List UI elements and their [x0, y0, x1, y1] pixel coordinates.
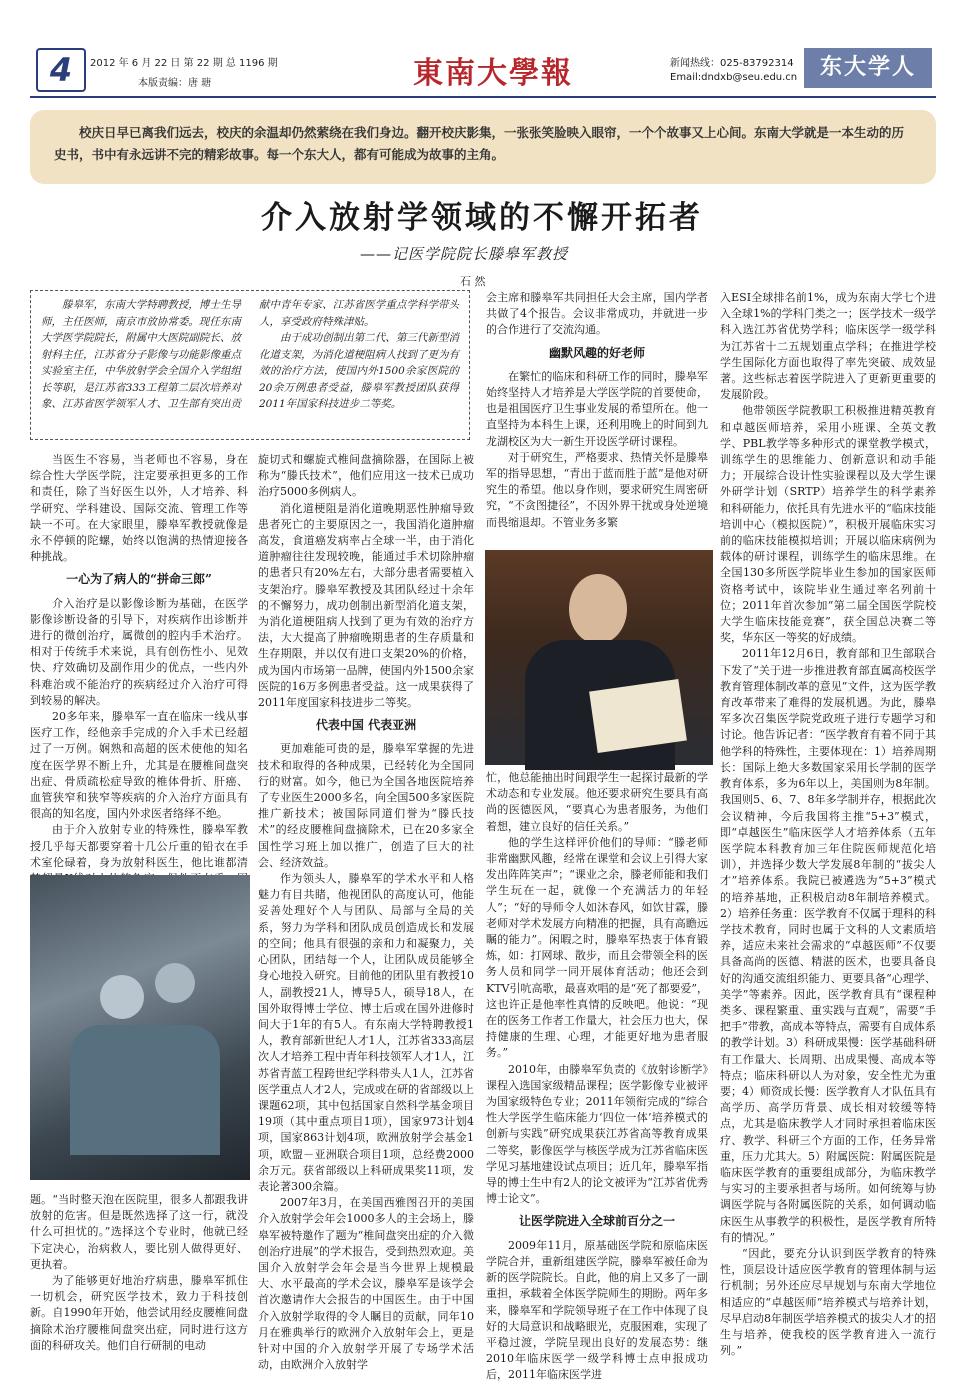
- column-1: [30, 452, 248, 870]
- news-hotline: 新闻热线：025-83792314: [670, 58, 794, 69]
- paragraph: 更加难能可贵的是，滕皋军掌握的先进技术和取得的各种成果，已经转化为全国同行的财富。如今，他已为全国各地医院培养了专业医生2000多名，向全国500多家医院推广新技术；被国际同道们誉为“滕氏技术”的经皮腰椎间盘摘除术，已在20多家全国性学习班上加以推广，创造了巨大的社会、经济效益。: [258, 742, 474, 869]
- subheadline: ——记医学院院长滕皋军教授: [360, 245, 569, 263]
- portrait-face: [569, 574, 627, 644]
- paragraph: 他的学生这样评价他们的导师：“滕老师非常幽默风趣，经常在课堂和会议上引得大家发出阵阵笑声”；“课业之余，滕老师能和我们学生玩在一起，就像一个充满活力的年轻人”；“好的导师令人如沐春风，如饮甘霖，滕老师对学术发展方向精准的把握，具有高瞻远瞩的能力”。闲暇之时，滕皋军热衷于体育锻炼，如：打网球、散步，而且会带领全科的医务人员和同学一同开展体育活动；他还会到KTV引吭高歌，最喜欢唱的是“死了都要爱”，这也许正是他率性真情的反映吧。他说：“现在的医务工作者工作量大，社会压力也大，保持健康的生理、心理，才能更好地为患者服务。”: [486, 835, 708, 1060]
- masthead: [28, 44, 936, 96]
- paragraph: 2011年12月6日，教育部和卫生部联合下发了“关于进一步推进教育部直属高校医学教育管理体制改革的意见”文件，这为医学教育改革带来了难得的发展机遇。为此，滕皋军多次召集医学院党政班子进行专题学习和讨论。他告诉记者：“医学教育有着不同于其他学科的特殊性，主要体现在：1）培养周期长：国际上绝大多数国家采用长学制的医学教育体系，多为6年以上，美国则为8年制。我国则5、6、7、8年多学制并存，根据此次会议精神，今后我国将主推“5+3”模式，即“卓越医生”临床医学人才培养体系（五年医学院本科教育加三年住院医师规范化培训），并选择少数大学发展8年制的“拔尖人才”培养体系。我院已被遴选为“5+3”模式的培养基地，正积极启动8年制培养模式。2）培养任务重：医学教育不仅属于理科的科学技术教育，同时也属于文科的人文素质培养，适应未来社会需求的“卓越医师”不仅要具备高尚的医德、精湛的医术，也要具备良好的沟通交流组织能力、更要具备“心理学、美学”等素养。因此，医学教育具有“课程种类多、课程繁重、重实践与直观”，需要“手把手”带教，高成本等特点，需要有自成体系的教学计划。3）科研成果慢：医学基础科研有工作量大、长周期、出成果慢、高成本等特点；临床科研以人为对象，安全性尤为重要；4）师资成长慢：医学教育人才队伍具有高学历、高学历背景、成长相对较缓等特点，尤其是临床教学人才同时承担着临床医疗、教学、科研三个方面的工作，任务异常重，压力尤其大。5）附属医院：附属医院是临床医学教育的重要组成部分，为临床教学与实习的主要承担者与场所。如何统筹与协调医学院与各附属医院的关系，如何调动临床医生从事教学的积极性，是医学教育所特有的情况。”: [720, 647, 936, 1244]
- paragraph: 在繁忙的临床和科研工作的同时，滕皋军始终坚持人才培养是大学医学院的首要使命，也是祖国医疗卫生事业发展的希望所在。他一直坚持为本科生上课，还利用晚上的时间到九龙湖校区为大一新生开设医学研讨课程。: [486, 369, 708, 448]
- paragraph: 会主席和滕皋军共同担任大会主席，国内学者共做了4个报告。会议非常成功，并就进一步的合作进行了交流沟通。: [486, 291, 708, 337]
- profile-box: [30, 290, 470, 440]
- column-3: [486, 290, 708, 545]
- paragraph: 消化道梗阻是消化道晚期恶性肿瘤导致患者死亡的主要原因之一，我国消化道肿瘤高发，食道癌发病率占全球一半，由于消化道肿瘤往往发现较晚，能通过手术切除肿瘤的患者只有20%左右，大部分患者需要植入支架治疗。滕皋军教授及其团队经过十余年的不懈努力，成功创制出新型消化道支架，为消化道梗阻病人找到了更为有效的治疗方法，大大提高了肿瘤晚期患者的生存质量和生存期限，并以仅有进口支架20%的价格，成为国内市场第一品牌，使国内外1500余家医院的16万多例患者受益。这一成果获得了2011年度国家科技进步二等奖。: [258, 501, 474, 710]
- masthead-rule: [30, 96, 936, 98]
- surgery-photo: [30, 875, 250, 1180]
- paragraph: 由于介入放射专业的特殊性，滕皋军教授几乎每天都要穿着十几公斤重的铅衣在手术室伦碌着，身为放射科医生，他比谁都清: [30, 823, 248, 869]
- surgeon-figure: [100, 975, 144, 1019]
- paragraph: 20多年来，滕皋军一直在临床一线从事医疗工作，经他亲手完成的介入手术已经超过了一万例。娴熟和高超的医术使他的知名度在医学界不断上升，尤其是在腰椎间盘突出症、骨质疏松症导致的椎体骨折、肝癌、血管狭窄和狭窄等疾病的介入治疗方面具有很高的知名度，国内外求医者络绎不绝。: [30, 710, 248, 821]
- section-heading: 代表中国 代表亚洲: [315, 718, 417, 733]
- byline: 石 然: [460, 275, 486, 288]
- column-3-bottom: [486, 770, 708, 1382]
- paragraph: 旋切式和螺旋式椎间盘摘除器，在国际上被称为“滕氏技术”，他们应用这一技术已成功治疗5000多例病人。: [258, 453, 474, 499]
- surgeon-figure: [155, 963, 195, 1003]
- paper-name-logo: 東南大學報: [413, 56, 573, 91]
- column-2: [258, 452, 474, 1372]
- section-heading: 幽默风趣的好老师: [548, 345, 645, 360]
- paragraph: 对于研究生，严格要求、热情关怀是滕皋军的指导思想，“青出于蓝而胜于蓝”是他对研究生的希望。他以身作则，要求研究生周密研究，“不贪图捷径”，不因外界干扰或身处逆境而畏缩退却。不管业务多繁: [486, 450, 708, 529]
- column-1-bottom: [30, 1192, 248, 1372]
- section-heading: 一心为了病人的“拼命三郎”: [66, 572, 212, 587]
- portrait-photo: [485, 550, 713, 765]
- paragraph: 当医生不容易，当老师也不容易，身在综合性大学医学院，注定要承担更多的工作和责任，除了当好医生以外，人才培养、科学研究、学科建设、国际交流、管理工作等缺一不可。在大家眼里，滕皋军教授就像是永不停顿的陀螺，始终以饱满的热情迎接各种挑战。: [30, 453, 248, 564]
- section-name: 东大学人: [804, 48, 932, 88]
- book-held: [589, 679, 687, 753]
- issue-info: 2012 年 6 月 22 日 第 22 期 总 1196 期: [90, 58, 278, 69]
- headline: 介入放射学领域的不懈开拓者: [261, 200, 703, 236]
- paragraph: 入ESI全球排名前1%，成为东南大学七个进入全球1%的学科门类之一；医学技术一级学科入选江苏省优势学科；临床医学一级学科为江苏省十二五规划重点学科；在推进学校学生国际化方面也取得了率先突破、成效显著。这些标志着医学院进入了更新更重要的发展阶段。: [720, 291, 936, 402]
- paragraph: 2010年，由滕皋军负责的《放射诊断学》课程入选国家级精品课程；医学影像专业被评为国家级特色专业；2011年领衔完成的“综合性大学医学生临床能力‘四位一体’培养模式的创新与实践”研究成果获江苏省高等教育成果二等奖，影像医学与核医学成为江苏省临床医学见习基地建设试点项目；近几年，滕皋军指导的博士生中有2人的论文被评为“江苏省优秀博士论文”。: [486, 1062, 708, 1206]
- editor-info: 本版责编：唐 瑭: [138, 78, 212, 89]
- paragraph: 他带领医学院教职工积极推进精英教育和卓越医师培养，采用小班课、全英文教学、PBL教学等多种形式的课堂教学模式，训练学生的思维能力、创新意识和动手能力；开展综合设计性实验课程以及大学生课外研学计划（SRTP）培养学生的科学素养和科研能力，依托具有先进水平的“临床技能培训中心（模拟医院）”，积极开展临床实习前的临床技能模拟培训；开展以临床病例为载体的研讨课程，训练学生的临床思维。在全国130多所医学院毕业生参加的国家医师资格考试中，该院毕业生通过率名列前十位；2011年首次参加“第二届全国医学院校大学生临床技能竞赛”，获全国总决赛二等奖，华东区一等奖的好成绩。: [720, 404, 936, 645]
- page-number: 4: [36, 48, 86, 92]
- section-heading: 让医学院进入全球前百分之一: [518, 1214, 675, 1229]
- paragraph: 为了能够更好地治疗病患，滕皋军抓住一切机会，研究医学技术，致力于科技创新。自1990年开始，他尝试用经皮腰椎间盘摘除术治疗腰椎间盘突出症，同时进行这方面的科研攻关。他们自行研制的电动: [30, 1274, 248, 1352]
- profile-paragraph: 由于成功创制出第二代、第三代新型消化道支架，为消化道梗阻病人找到了更为有效的治疗方法，使国内外1500余家医院的20余万例患者受益，滕皋军教授团队获得2011年国家科技进步二等奖。: [259, 332, 459, 410]
- paragraph: 介入治疗是以影像诊断为基础，在医学影像诊断设备的引导下，对疾病作出诊断并进行的微创治疗，属微创的腔内手术治疗。相对于传统手术来说，具有创伤性小、见效快、疗效确切及副作用少的优点，一些内外科难治或不能治疗的疾病经过介入治疗可得到较易的解决。: [30, 596, 248, 707]
- paragraph: 忙，他总能抽出时间跟学生一起探讨最新的学术动态和专业发展。他还要求研究生要具有高尚的医德医风，“要真心为患者服务，为他们着想，建立良好的信任关系。”: [486, 771, 708, 833]
- column-4: [720, 290, 936, 1372]
- paragraph: 2007年3月，在美国西雅图召开的美国介入放射学会年会1000多人的主会场上，滕皋军被特邀作了题为“椎间盘突出症的介入微创治疗进展”的学术报告，受到热烈欢迎。美国介入放射学会年会是当今世界上规模最大、水平最高的学术会议，滕皋军是该学会首次邀请作大会报告的中国医生。由于中国介入放射学取得的令人瞩目的贡献，同年10月在雅典举行的欧洲介入放射年会上，更是针对中国的介入放射学开展了专场学术活动，由欧洲介入放射学: [258, 1196, 474, 1372]
- paragraph: 2009年11月，原基础医学院和原临床医学院合并，重新组建医学院，滕皋军被任命为新的医学院院长。自此，他的肩上又多了一副重担，承载着全体医学院师生的期盼。两年多来，滕皋军和学院领导班子在工作中体现了良好的大局意识和战略眼光，克服困难，实现了平稳过渡，学院呈现出良好的发展态势：继2010年临床医学一级学科博士点申报成功后，2011年临床医学进: [486, 1238, 708, 1382]
- paragraph: 题。“当时整天泡在医院里，很多人都跟我讲放射的危害。但是既然选择了这一行，就没什么可担忧的。”选择这个专业时，他就已经下定决心，治病救人，要比别人做得更好、更执着。: [30, 1193, 248, 1271]
- paragraph: “因此，要充分认识到医学教育的特殊性，顶层设计适应医学教育的管理体制与运行机制；另外还应尽早规划与东南大学地位相适应的“卓越医师”培养模式与培养计划，尽早启动8年制医学培养模式的拔尖人才的招生与培养，使我校的医学教育进入一流行列。”: [720, 1246, 936, 1358]
- contact-email: Email:dndxb@seu.edu.cn: [670, 72, 798, 83]
- paragraph: 作为领头人，滕皋军的学术水平和人格魅力有目共睹，他视团队的高度认可，他能妥善处理好个人与团队、局部与全局的关系，努力为学科和团队成员创造成长和发展的空间；他具有很强的亲和力和凝聚力，关心团队，团结每一个人，让团队成员能够全身心地投入研究。目前他的团队里有教授10人，副教授21人，博导5人，硕导18人，在国外取得博士学位、博士后或在国外进修时间大于1年的有5人。有东南大学特聘教授1人，教育部新世纪人才1人，江苏省333高层次人才培养工程中青年科技领军人才1人，江苏省青蓝工程跨世纪学科带头人1人，江苏省医学重点人才2人，完成或在研的省部级以上课题62项，其中包括国家自然科学基金项目19项（其中重点项目1项），国家973计划4项，国家863计划4项，欧洲放射学会基金1项，欧盟－亚洲联合项目1项，总经费2000余万元。获省部级以上科研成果奖11项，发表论著300余篇。: [258, 872, 474, 1193]
- intro-banner: 校庆日早已离我们远去，校庆的余温却仍然萦绕在我们身边。翻开校庆影集，一张张笑脸映入眼帘，一个个故事又上心间。东南大学就是一本生动的历史书，书中有永远讲不完的精彩故事。每一个东大人，都有可能成为故事的主角。: [30, 110, 936, 184]
- profile-paragraph: 滕皋军，东南大学特聘教授，博士生导师，主任医师，南京市放协常委。现任东南大学医学院院长，附属中大医院副院长、放射科主任，江苏省分子影像与功能影像重点实验室主任，中华放射学会全国介入学组组长等职，是江苏省333工程第二层次培养对象、江苏省医学领军人才、卫生部有突出贡献中青年专家、江苏省医学重点学科学带头人，享受政府特殊津贴。: [41, 299, 459, 410]
